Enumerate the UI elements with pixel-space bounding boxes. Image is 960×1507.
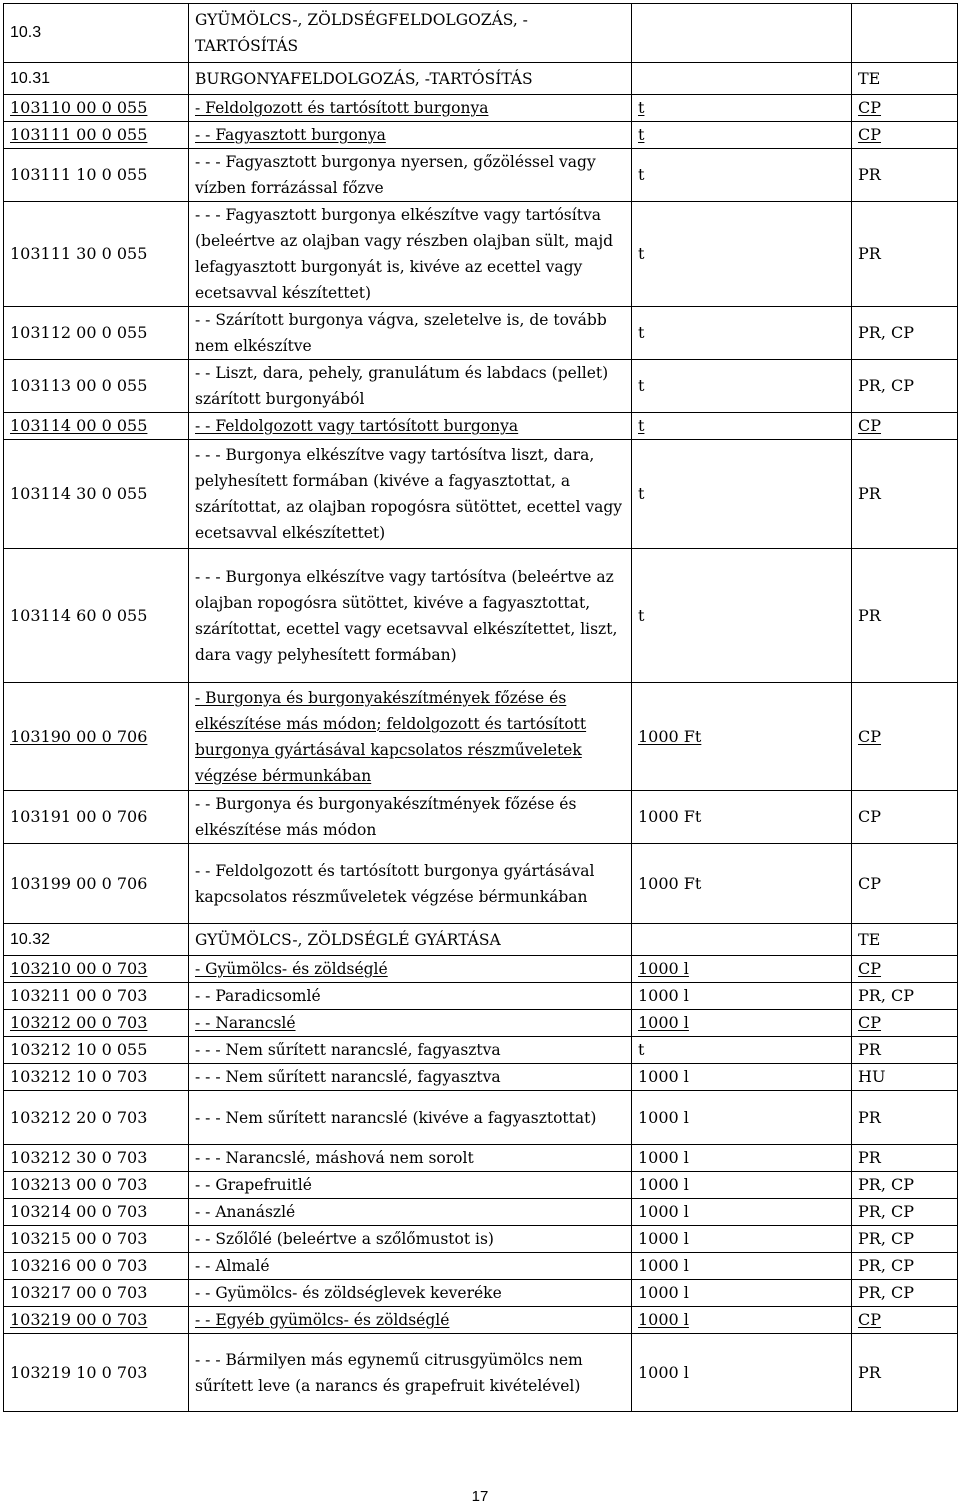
row-description: - - Grapefruitlé xyxy=(189,1172,632,1199)
row-unit: 1000 l xyxy=(632,983,852,1010)
row-code: 103114 60 0 055 xyxy=(4,549,189,683)
row-code: 103212 30 0 703 xyxy=(4,1145,189,1172)
row-status xyxy=(852,4,958,63)
row-description: - - - Burgonya elkészítve vagy tartósítva (beleértve az olajban ropogósra sütöttet, kivéve a fagyasztottat, szárítottat, ecettel vagy ecetsavval elkészítettet, liszt, dara vagy pelyhesített formában) xyxy=(189,549,632,683)
row-description: - - Almalé xyxy=(189,1253,632,1280)
row-description: - - Szőlőlé (beleértve a szőlőmustot is) xyxy=(189,1226,632,1253)
row-unit: 1000 l xyxy=(632,1145,852,1172)
row-description: - - Feldolgozott vagy tartósított burgonya xyxy=(189,413,632,440)
row-description: - Gyümölcs- és zöldséglé xyxy=(189,956,632,983)
row-unit: 1000 Ft xyxy=(632,683,852,791)
table-row xyxy=(4,413,958,440)
table-row xyxy=(4,63,958,95)
row-unit: t xyxy=(632,202,852,307)
table-row xyxy=(4,1091,958,1145)
row-unit: t xyxy=(632,122,852,149)
row-code: 103212 10 0 055 xyxy=(4,1037,189,1064)
row-description: - - - Burgonya elkészítve vagy tartósítva liszt, dara, pelyhesített formában (kivéve a fagyasztottat, a szárítottat, az olajban ropogósra sütöttet, ecettel vagy ecetsavval elkészítettet) xyxy=(189,440,632,549)
row-unit: 1000 l xyxy=(632,1280,852,1307)
row-status: PR xyxy=(852,549,958,683)
row-description: - - Feldolgozott és tartósított burgonya gyártásával kapcsolatos részműveletek végzése bérmunkában xyxy=(189,844,632,924)
table-row xyxy=(4,1307,958,1334)
row-unit xyxy=(632,924,852,956)
row-unit: t xyxy=(632,549,852,683)
table-row xyxy=(4,1064,958,1091)
table-row xyxy=(4,549,958,683)
classification-table xyxy=(3,3,958,1412)
table-row xyxy=(4,1037,958,1064)
row-status: PR xyxy=(852,1145,958,1172)
row-status: PR xyxy=(852,1037,958,1064)
table-row xyxy=(4,95,958,122)
row-code: 103216 00 0 703 xyxy=(4,1253,189,1280)
row-code: 103199 00 0 706 xyxy=(4,844,189,924)
row-description: - - Paradicsomlé xyxy=(189,983,632,1010)
row-status: CP xyxy=(852,1307,958,1334)
row-status: CP xyxy=(852,683,958,791)
row-description: - - Fagyasztott burgonya xyxy=(189,122,632,149)
row-code: 103111 10 0 055 xyxy=(4,149,189,202)
row-description: - - - Narancslé, máshová nem sorolt xyxy=(189,1145,632,1172)
table-row xyxy=(4,956,958,983)
row-description: - - - Nem sűrített narancslé, fagyasztva xyxy=(189,1037,632,1064)
row-code: 103191 00 0 706 xyxy=(4,791,189,844)
row-description: - - Liszt, dara, pehely, granulátum és labdacs (pellet) szárított burgonyából xyxy=(189,360,632,413)
row-status: PR xyxy=(852,1334,958,1412)
row-code: 103217 00 0 703 xyxy=(4,1280,189,1307)
row-unit: 1000 l xyxy=(632,1172,852,1199)
row-description: - - - Fagyasztott burgonya nyersen, gőzöléssel vagy vízben forrázással főzve xyxy=(189,149,632,202)
row-unit: 1000 l xyxy=(632,1334,852,1412)
row-unit: t xyxy=(632,360,852,413)
row-description: - Burgonya és burgonyakészítmények főzése és elkészítése más módon; feldolgozott és tartósított burgonya gyártásával kapcsolatos részműveletek végzése bérmunkában xyxy=(189,683,632,791)
table-row xyxy=(4,791,958,844)
row-unit: t xyxy=(632,413,852,440)
table-row xyxy=(4,202,958,307)
row-status: PR xyxy=(852,1091,958,1145)
table-row xyxy=(4,983,958,1010)
row-description: - - - Nem sűrített narancslé (kivéve a fagyasztottat) xyxy=(189,1091,632,1145)
row-code: 103215 00 0 703 xyxy=(4,1226,189,1253)
row-code: 103112 00 0 055 xyxy=(4,307,189,360)
table-row xyxy=(4,924,958,956)
row-code: 103219 10 0 703 xyxy=(4,1334,189,1412)
row-description: GYÜMÖLCS-, ZÖLDSÉGFELDOLGOZÁS, -TARTÓSÍTÁS xyxy=(189,4,632,63)
row-unit: 1000 Ft xyxy=(632,844,852,924)
row-unit: 1000 l xyxy=(632,1253,852,1280)
row-status: HU xyxy=(852,1064,958,1091)
page-number: 17 xyxy=(471,1488,489,1505)
row-status: PR, CP xyxy=(852,1280,958,1307)
row-unit: 1000 Ft xyxy=(632,791,852,844)
row-description: BURGONYAFELDOLGOZÁS, -TARTÓSÍTÁS xyxy=(189,63,632,95)
row-description: - - Ananászlé xyxy=(189,1199,632,1226)
row-status: PR, CP xyxy=(852,1226,958,1253)
row-status: PR, CP xyxy=(852,307,958,360)
row-unit: 1000 l xyxy=(632,1307,852,1334)
row-code: 103212 00 0 703 xyxy=(4,1010,189,1037)
row-unit: 1000 l xyxy=(632,1199,852,1226)
row-code: 103110 00 0 055 xyxy=(4,95,189,122)
row-status: CP xyxy=(852,95,958,122)
row-status: CP xyxy=(852,844,958,924)
table-row xyxy=(4,1199,958,1226)
table-row xyxy=(4,683,958,791)
table-row xyxy=(4,1226,958,1253)
row-status: CP xyxy=(852,122,958,149)
row-code: 103212 10 0 703 xyxy=(4,1064,189,1091)
row-unit: t xyxy=(632,149,852,202)
row-description: - Feldolgozott és tartósított burgonya xyxy=(189,95,632,122)
row-status: PR, CP xyxy=(852,1172,958,1199)
row-description: - - - Nem sűrített narancslé, fagyasztva xyxy=(189,1064,632,1091)
row-description: GYÜMÖLCS-, ZÖLDSÉGLÉ GYÁRTÁSA xyxy=(189,924,632,956)
row-status: TE xyxy=(852,924,958,956)
row-code: 10.32 xyxy=(4,924,189,956)
table-row xyxy=(4,149,958,202)
row-status: PR, CP xyxy=(852,360,958,413)
row-code: 103190 00 0 706 xyxy=(4,683,189,791)
row-description: - - - Fagyasztott burgonya elkészítve vagy tartósítva (beleértve az olajban vagy részben olajban sült, majd lefagyasztott burgonyát is, kivéve az ecettel vagy ecetsavval készítettet) xyxy=(189,202,632,307)
row-description: - - Szárított burgonya vágva, szeletelve is, de tovább nem elkészítve xyxy=(189,307,632,360)
table-row xyxy=(4,1010,958,1037)
row-description: - - Narancslé xyxy=(189,1010,632,1037)
row-code: 103211 00 0 703 xyxy=(4,983,189,1010)
row-status: TE xyxy=(852,63,958,95)
row-description: - - Egyéb gyümölcs- és zöldséglé xyxy=(189,1307,632,1334)
row-code: 103212 20 0 703 xyxy=(4,1091,189,1145)
row-description: - - Gyümölcs- és zöldséglevek keveréke xyxy=(189,1280,632,1307)
row-code: 103113 00 0 055 xyxy=(4,360,189,413)
row-code: 10.31 xyxy=(4,63,189,95)
row-unit: 1000 l xyxy=(632,956,852,983)
table-row xyxy=(4,1253,958,1280)
table-row xyxy=(4,1334,958,1412)
row-unit: t xyxy=(632,95,852,122)
row-code: 103214 00 0 703 xyxy=(4,1199,189,1226)
row-status: PR, CP xyxy=(852,1199,958,1226)
row-status: PR xyxy=(852,440,958,549)
table-row xyxy=(4,307,958,360)
row-unit: 1000 l xyxy=(632,1091,852,1145)
row-code: 103210 00 0 703 xyxy=(4,956,189,983)
row-status: PR, CP xyxy=(852,983,958,1010)
row-description: - - Burgonya és burgonyakészítmények főzése és elkészítése más módon xyxy=(189,791,632,844)
row-status: PR xyxy=(852,149,958,202)
row-status: CP xyxy=(852,413,958,440)
row-code: 103111 00 0 055 xyxy=(4,122,189,149)
table-row xyxy=(4,440,958,549)
row-unit: 1000 l xyxy=(632,1010,852,1037)
row-unit: t xyxy=(632,307,852,360)
row-unit xyxy=(632,4,852,63)
table-row xyxy=(4,360,958,413)
row-code: 103219 00 0 703 xyxy=(4,1307,189,1334)
row-unit xyxy=(632,63,852,95)
row-code: 10.3 xyxy=(4,4,189,63)
classification-table-body xyxy=(4,4,958,1412)
table-row xyxy=(4,1172,958,1199)
row-unit: t xyxy=(632,1037,852,1064)
table-row xyxy=(4,844,958,924)
table-row xyxy=(4,1280,958,1307)
row-unit: 1000 l xyxy=(632,1226,852,1253)
table-row xyxy=(4,4,958,63)
table-row xyxy=(4,122,958,149)
row-status: CP xyxy=(852,1010,958,1037)
row-status: PR xyxy=(852,202,958,307)
row-code: 103114 30 0 055 xyxy=(4,440,189,549)
row-description: - - - Bármilyen más egynemű citrusgyümölcs nem sűrített leve (a narancs és grapefruit kivételével) xyxy=(189,1334,632,1412)
row-status: CP xyxy=(852,956,958,983)
row-unit: 1000 l xyxy=(632,1064,852,1091)
row-status: CP xyxy=(852,791,958,844)
row-code: 103111 30 0 055 xyxy=(4,202,189,307)
table-row xyxy=(4,1145,958,1172)
row-code: 103114 00 0 055 xyxy=(4,413,189,440)
row-status: PR, CP xyxy=(852,1253,958,1280)
row-unit: t xyxy=(632,440,852,549)
row-code: 103213 00 0 703 xyxy=(4,1172,189,1199)
